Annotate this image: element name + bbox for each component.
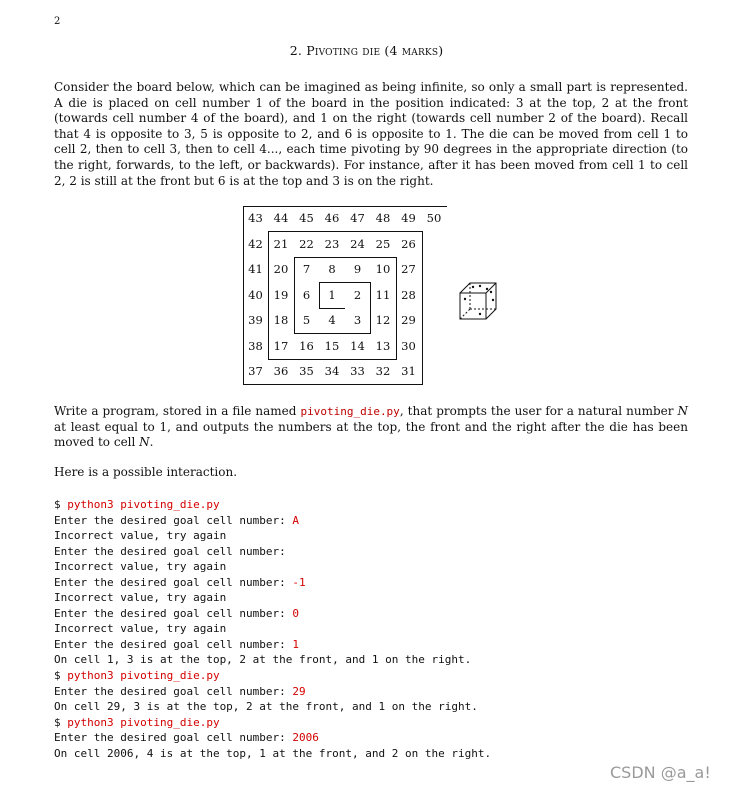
board-cell: 50 xyxy=(426,211,442,225)
intro-paragraph: Consider the board below, which can be imagined as being infinite, so only a small part is represented. A die is placed on cell number 1 of the board in the position indicated: 3 at the top, 2 at the front (towards cell number 4 of the board), and 1 on the right (towards cell number 2 of the board). Recall that 4 is opposite to 3, 5 is opposite to 2, and 6 is opposite to 1. The die can be moved from cell 1 to cell 2, then to cell 3, then to cell 4..., each time pivoting by 90 degrees in the appropriate direction (to the right, forwards, to the left, or backwards). For instance, after it has been moved from cell 1 to cell 2, 2 is still at the front but 6 is at the top and 3 is on the right. xyxy=(54,80,688,188)
console-line xyxy=(54,606,491,622)
console-line xyxy=(54,513,491,529)
board-line xyxy=(396,257,397,360)
board-cell: 46 xyxy=(324,211,340,225)
task-text-3: at least equal to 1, and outputs the numbers at the top, the front and the right after the die has been moved to cell xyxy=(54,419,688,450)
board-cell: 23 xyxy=(324,236,340,251)
task-text-2: , that prompts the user for a natural number xyxy=(399,404,678,418)
console-prompt: Enter the desired goal cell number: xyxy=(54,575,293,589)
console-line xyxy=(54,575,491,591)
board-line xyxy=(243,206,447,207)
console-line: $ python3 pivoting_die.py xyxy=(54,669,220,683)
console-line: On cell 29, 3 is at the top, 2 at the front, and 1 on the right. xyxy=(54,700,478,714)
board-line xyxy=(268,231,269,359)
console-prompt: Enter the desired goal cell number: xyxy=(54,637,293,651)
section-marks: (4 marks) xyxy=(384,43,444,58)
console-user-input: A xyxy=(292,513,300,527)
board-cell: 15 xyxy=(324,338,340,353)
interaction-intro: Here is a possible interaction. xyxy=(54,465,238,479)
console-line xyxy=(54,544,491,560)
filename-code: pivoting_die.py xyxy=(300,405,400,418)
board-line xyxy=(294,257,397,258)
board-cell: 48 xyxy=(375,211,391,225)
task-text-end: . xyxy=(149,435,154,450)
board-cell: 47 xyxy=(350,211,365,225)
board-cell: 27 xyxy=(401,262,416,276)
console-command: python3 pivoting_die.py xyxy=(67,498,220,511)
console-line xyxy=(54,730,491,746)
board-cell: 16 xyxy=(299,338,314,353)
board-cell: 29 xyxy=(401,313,416,327)
board-cell: 45 xyxy=(299,211,314,225)
board-cell: 41 xyxy=(248,262,263,276)
board-line xyxy=(268,359,397,360)
board-line xyxy=(268,231,423,232)
section-name: Pivoting die xyxy=(306,43,381,58)
board-cell: 9 xyxy=(353,262,362,276)
board-cell: 19 xyxy=(273,287,289,302)
console-line: Incorrect value, try again xyxy=(54,529,227,543)
board-line xyxy=(294,257,295,334)
board-cell: 4 xyxy=(328,313,336,327)
board-line xyxy=(243,384,422,385)
console-line: $ python3 pivoting_die.py xyxy=(54,715,220,729)
board-cell: 34 xyxy=(324,364,340,378)
board-cell: 44 xyxy=(273,211,289,225)
section-number: 2. xyxy=(289,43,303,58)
console-prompt: Enter the desired goal cell number: xyxy=(54,684,293,698)
console-prompt: Enter the desired goal cell number: xyxy=(54,606,293,620)
board-line xyxy=(294,333,371,334)
board-cell: 14 xyxy=(350,338,365,353)
board-cell: 37 xyxy=(248,364,263,378)
board-cell: 5 xyxy=(302,313,311,327)
task-paragraph xyxy=(54,404,688,451)
board-line xyxy=(319,308,345,309)
board-cell: 21 xyxy=(273,236,289,251)
console-user-input: -1 xyxy=(292,575,306,589)
console-line: $ python3 pivoting_die.py xyxy=(54,498,220,511)
board-cell: 30 xyxy=(401,338,416,353)
task-text-1: Write a program, stored in a file named xyxy=(54,404,301,418)
board-cell: 49 xyxy=(401,211,416,225)
board-cell: 28 xyxy=(401,287,416,302)
console-user-input: 2006 xyxy=(292,731,319,745)
board-cell: 7 xyxy=(302,262,311,276)
var-n: N xyxy=(677,404,688,418)
console-line: Incorrect value, try again xyxy=(54,591,227,605)
board-grid xyxy=(243,206,447,384)
board-cell: 40 xyxy=(248,287,263,302)
watermark: CSDN @a_a! xyxy=(610,763,711,782)
board-cell: 43 xyxy=(248,211,263,225)
board-line xyxy=(319,282,371,283)
board-cell: 33 xyxy=(350,364,365,378)
board-line xyxy=(422,231,423,385)
console-prompt: Enter the desired goal cell number: xyxy=(54,513,293,527)
console-user-input: 0 xyxy=(292,606,300,620)
board-cell: 8 xyxy=(328,262,336,276)
console-prompt: Enter the desired goal cell number: xyxy=(54,731,293,745)
board-cell: 22 xyxy=(299,236,314,251)
board-cell: 18 xyxy=(273,313,289,327)
board-cell: 10 xyxy=(375,262,391,276)
board-cell: 6 xyxy=(302,287,311,302)
board-cell: 3 xyxy=(353,313,362,327)
console-line: On cell 1, 3 is at the top, 2 at the front, and 1 on the right. xyxy=(54,653,472,667)
board-cell: 13 xyxy=(375,338,391,353)
board-cell: 20 xyxy=(273,262,289,276)
console-prompt: Enter the desired goal cell number: xyxy=(54,544,293,558)
console-line xyxy=(54,637,491,653)
board-cell: 25 xyxy=(375,236,391,251)
console-transcript xyxy=(54,497,491,761)
board-cell: 11 xyxy=(375,287,391,302)
console-command: python3 pivoting_die.py xyxy=(67,669,220,683)
console-user-input: 29 xyxy=(292,684,306,698)
console-line xyxy=(54,684,491,700)
board-cell: 31 xyxy=(401,364,416,378)
board-cell: 36 xyxy=(273,364,289,378)
board-cell: 12 xyxy=(375,313,391,327)
page-number: 2 xyxy=(54,16,61,27)
board-cell: 38 xyxy=(248,338,263,353)
board-cell: 2 xyxy=(353,287,362,302)
board-line xyxy=(243,206,244,384)
board-cell: 42 xyxy=(248,236,263,251)
die-icon xyxy=(458,281,500,323)
console-user-input: 1 xyxy=(292,637,300,651)
console-line: On cell 2006, 4 is at the top, 1 at the front, and 2 on the right. xyxy=(54,746,492,760)
board-cell: 35 xyxy=(299,364,314,378)
section-title xyxy=(0,43,733,58)
board-line xyxy=(370,282,371,334)
board-cell: 32 xyxy=(375,364,391,378)
var-n-2: N xyxy=(139,435,150,450)
board-cell: 39 xyxy=(248,313,263,327)
board-line xyxy=(319,282,320,308)
board-cell: 17 xyxy=(273,338,289,353)
console-line: Incorrect value, try again xyxy=(54,622,227,636)
board-cell: 24 xyxy=(350,236,365,251)
console-command: python3 pivoting_die.py xyxy=(67,715,220,729)
console-line: Incorrect value, try again xyxy=(54,560,227,574)
board-cell: 1 xyxy=(328,287,336,302)
board-cell: 26 xyxy=(401,236,416,251)
